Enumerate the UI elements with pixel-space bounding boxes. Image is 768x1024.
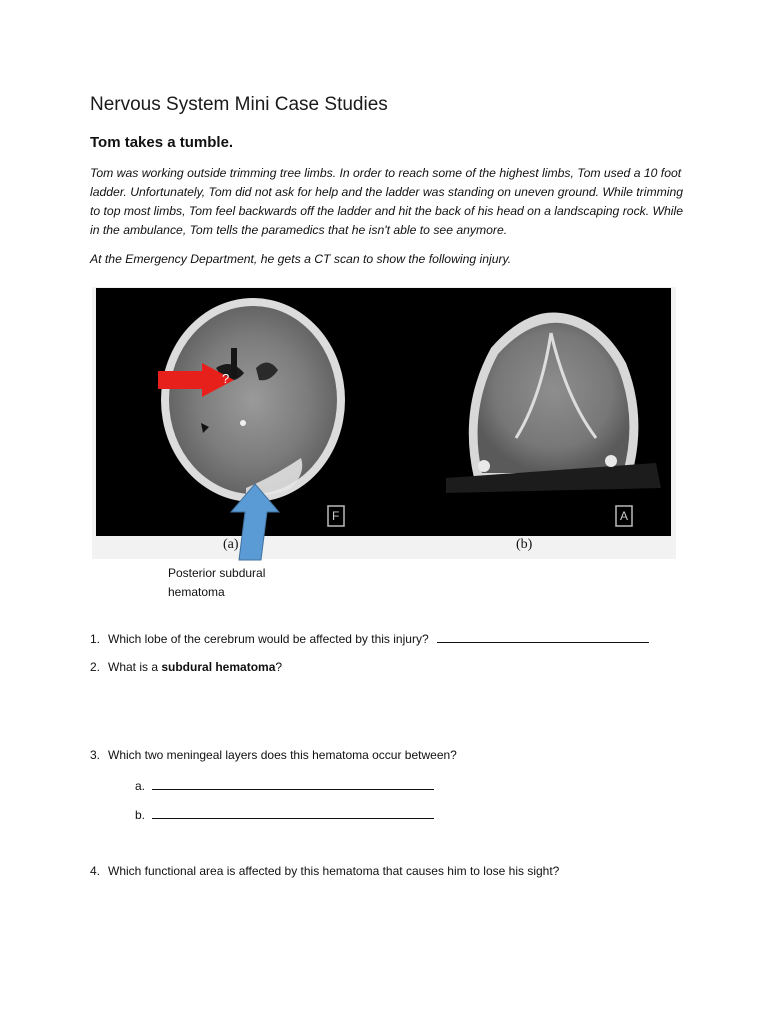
- answer-blank[interactable]: [437, 630, 649, 643]
- answer-letter: a.: [135, 779, 146, 793]
- question-1: [90, 630, 649, 646]
- answer-blank[interactable]: [152, 806, 434, 819]
- scan-b-marker: A: [620, 509, 629, 523]
- ed-statement: At the Emergency Department, he gets a CT scan to show the following injury.: [90, 252, 512, 266]
- red-arrow-label: ?: [222, 371, 230, 386]
- caption-b: (b): [516, 537, 533, 552]
- hematoma-annotation: Posterior subdural hematoma: [168, 566, 266, 599]
- question-text-end: ?: [275, 660, 283, 674]
- answer-line-b: [135, 806, 434, 822]
- answer-line-a: [135, 777, 434, 793]
- question-number: 2.: [90, 660, 101, 674]
- case-title: Tom takes a tumble.: [90, 134, 234, 151]
- ct-scan-drawing: [96, 288, 671, 536]
- ct-scan-images: [96, 288, 671, 536]
- ct-scan-figure: [92, 287, 676, 559]
- question-text: Which two meningeal layers does this hematoma occur between?: [108, 748, 457, 762]
- question-text: What is a: [108, 660, 159, 674]
- answer-letter: b.: [135, 808, 146, 822]
- question-text: Which lobe of the cerebrum would be affected by this injury?: [108, 632, 429, 646]
- case-narrative: Tom was working outside trimming tree limbs. In order to reach some of the highest limbs, Tom used a 10 foot ladder. Unfortunately, Tom did not ask for help and the ladder was standing on uneven ground. While trimming to top most limbs, Tom feel backwards off the ladder and hit the back of his head on a landscaping rock. While in the ambulance, Tom tells the paramedics that he isn't able to see anymore.: [90, 166, 684, 237]
- page-title: Nervous System Mini Case Studies: [90, 94, 388, 115]
- caption-a: (a): [223, 537, 239, 552]
- question-number: 1.: [90, 632, 101, 646]
- question-number: 3.: [90, 748, 101, 762]
- answer-blank[interactable]: [152, 777, 434, 790]
- scan-a-marker: F: [332, 509, 340, 523]
- question-text: Which functional area is affected by this hematoma that causes him to lose his sight?: [108, 864, 560, 878]
- question-text-bold: subdural hematoma: [158, 660, 276, 674]
- question-2: [90, 660, 282, 674]
- question-number: 4.: [90, 864, 101, 878]
- question-3: [90, 748, 457, 762]
- coronal-scan: [446, 312, 661, 526]
- question-4: [90, 864, 559, 878]
- blue-arrow-icon: [225, 482, 285, 562]
